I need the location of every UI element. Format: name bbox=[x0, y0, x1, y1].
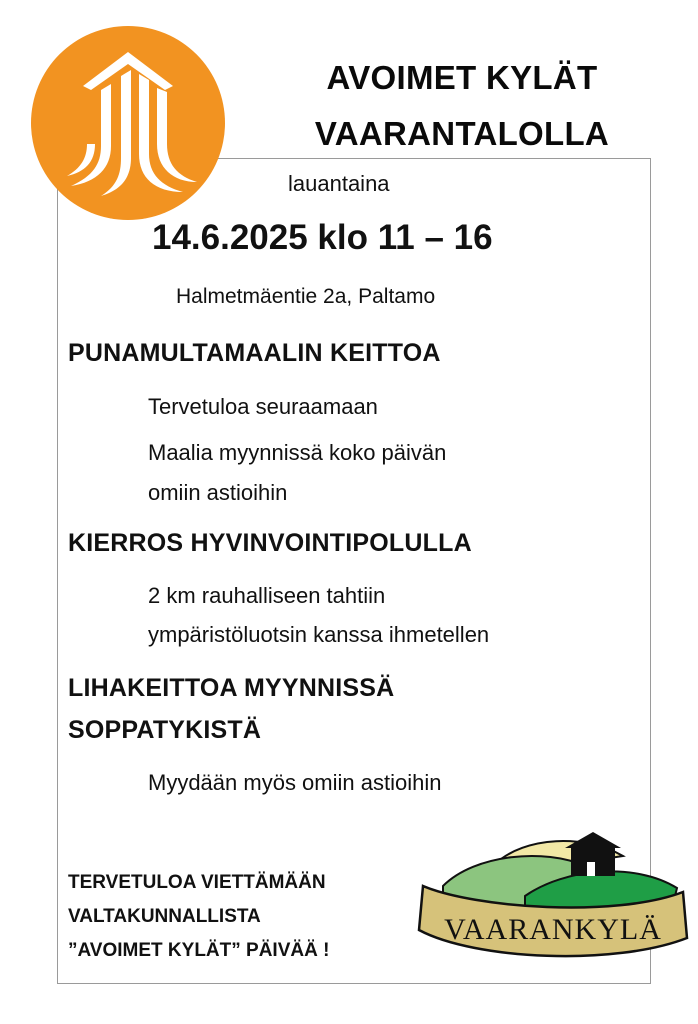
section-1-line-3: omiin astioihin bbox=[148, 480, 288, 505]
section-1-line-1: Tervetuloa seuraamaan bbox=[148, 394, 378, 419]
footer-line-3: ”AVOIMET KYLÄT” PÄIVÄÄ ! bbox=[68, 940, 330, 961]
logo-bottom-text: VAARANKYLÄ bbox=[444, 913, 662, 946]
section-1-heading: PUNAMULTAMAALIN KEITTOA bbox=[68, 339, 441, 367]
footer-line-2: VALTAKUNNALLISTA bbox=[68, 906, 261, 927]
section-1-line-2: Maalia myynnissä koko päivän bbox=[148, 440, 447, 465]
weekday: lauantaina bbox=[288, 171, 390, 196]
title-line-2: VAARANTALOLLA bbox=[314, 115, 610, 152]
title-line-1: AVOIMET KYLÄT bbox=[326, 59, 598, 96]
section-2-line-1: 2 km rauhalliseen tahtiin bbox=[148, 583, 386, 608]
section-3-heading-line-1: LIHAKEITTOA MYYNNISSÄ bbox=[68, 674, 395, 702]
footer-invitation bbox=[68, 866, 329, 968]
poster-title bbox=[262, 50, 662, 162]
section-3-line-1: Myydään myös omiin astioihin bbox=[148, 770, 442, 795]
footer-line-1: TERVETULOA VIETTÄMÄÄN bbox=[68, 872, 326, 893]
event-datetime: 14.6.2025 klo 11 – 16 bbox=[152, 218, 493, 257]
event-address: Halmetmäentie 2a, Paltamo bbox=[176, 285, 436, 308]
village-logo-icon bbox=[31, 26, 225, 220]
section-2-line-2: ympäristöluotsin kanssa ihmetellen bbox=[148, 622, 490, 647]
section-2-heading: KIERROS HYVINVOINTIPOLULLA bbox=[68, 529, 472, 557]
vaarankyla-logo bbox=[415, 826, 690, 976]
section-3-heading-line-2: SOPPATYKISTÄ bbox=[68, 716, 262, 744]
